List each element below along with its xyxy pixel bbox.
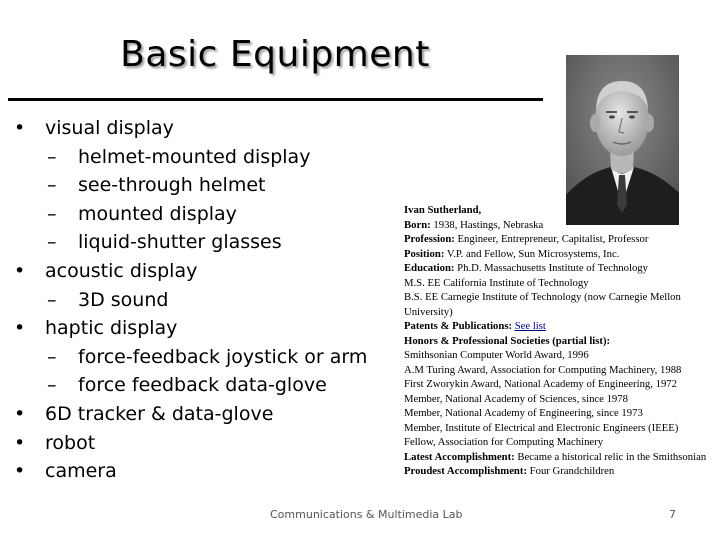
education-line-2: M.S. EE California Institute of Technology: [404, 276, 589, 289]
sub-bullet-item: – helmet-mounted display: [0, 143, 400, 172]
patents-label: Patents & Publications:: [404, 320, 513, 332]
born-label: Born:: [404, 218, 431, 231]
sub-bullet-item: – liquid-shutter glasses: [0, 228, 400, 257]
bullet-item: • robot: [0, 429, 400, 458]
bullet-list: [0, 114, 400, 486]
sub-bullet-item: – see-through helmet: [0, 171, 400, 200]
biography-panel: [404, 203, 718, 479]
honor-item: Smithsonian Computer World Award, 1996: [404, 349, 589, 361]
portrait-image: [566, 55, 679, 225]
slide-title: Basic Equipment: [120, 34, 430, 75]
sub-bullet-item: – force feedback data-glove: [0, 371, 400, 400]
see-list-link[interactable]: See list: [514, 320, 546, 332]
bullet-item: • acoustic display: [0, 257, 400, 286]
title-underline: [8, 98, 543, 101]
honor-item: First Zworykin Award, National Academy of Engineering, 1972: [404, 378, 677, 390]
bullet-item: • haptic display: [0, 314, 400, 343]
latest-value: Became a historical relic in the Smithsonian: [517, 450, 707, 463]
bullet-item: • visual display: [0, 114, 400, 143]
profession-label: Profession:: [404, 233, 455, 245]
position-value: V.P. and Fellow, Sun Microsystems, Inc.: [446, 247, 620, 260]
honors-label: Honors & Professional Societies (partial list):: [404, 334, 611, 347]
education-value: Ph.D. Massachusetts Institute of Technology: [457, 262, 648, 274]
education-line-3: B.S. EE Carnegie Institute of Technology (now Carnegie Mellon University): [404, 291, 681, 318]
portrait-photo: [566, 55, 679, 225]
honor-item: Member, Institute of Electrical and Electronic Engineers (IEEE): [404, 421, 679, 434]
bio-name: Ivan Sutherland,: [404, 204, 482, 216]
latest-label: Latest Accomplishment:: [404, 450, 515, 463]
proudest-value: Four Grandchildren: [529, 465, 615, 477]
bullet-item: • camera: [0, 457, 400, 486]
honor-item: Member, National Academy of Sciences, since 1978: [404, 392, 628, 405]
proudest-label: Proudest Accomplishment:: [404, 465, 527, 477]
profession-value: Engineer, Entrepreneur, Capitalist, Professor: [457, 233, 649, 245]
honor-item: A.M Turing Award, Association for Computing Machinery, 1988: [404, 363, 682, 376]
sub-bullet-item: – force-feedback joystick or arm: [0, 343, 400, 372]
position-label: Position:: [404, 247, 445, 260]
bullet-item: • 6D tracker & data-glove: [0, 400, 400, 429]
honor-item: Fellow, Association for Computing Machinery: [404, 436, 604, 448]
sub-bullet-item: – mounted display: [0, 200, 400, 229]
honor-item: Member, National Academy of Engineering, since 1973: [404, 407, 643, 419]
sub-bullet-item: – 3D sound: [0, 286, 400, 315]
born-value: 1938, Hastings, Nebraska: [433, 218, 544, 231]
education-label: Education:: [404, 262, 455, 274]
footer-lab-name: Communications & Multimedia Lab: [270, 508, 463, 521]
page-number: 7: [669, 508, 676, 521]
